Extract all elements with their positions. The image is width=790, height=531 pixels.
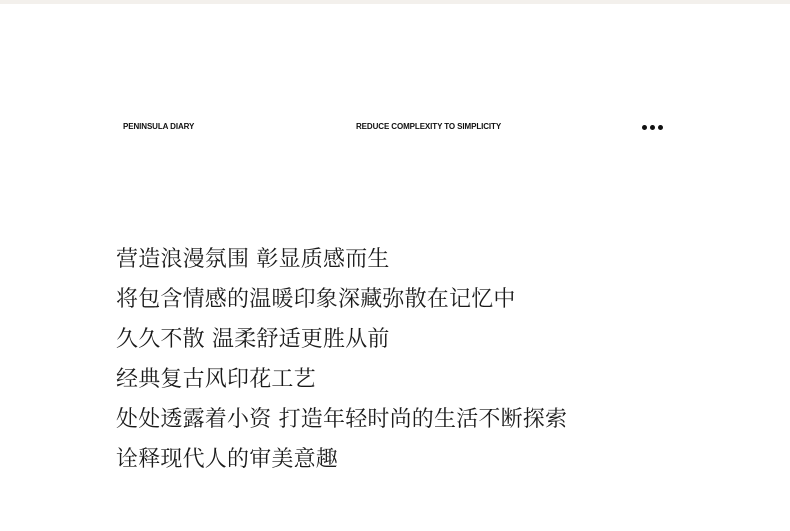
description-line: 营造浪漫氛围 彰显质感而生 <box>116 247 390 272</box>
brand-name: PENINSULA DIARY <box>123 122 195 131</box>
description-line: 诠释现代人的审美意趣 <box>116 447 339 472</box>
more-horizontal-icon <box>642 125 647 130</box>
description-line: 处处透露着小资 打造年轻时尚的生活不断探索 <box>116 407 568 432</box>
description-line: 经典复古风印花工艺 <box>116 367 316 392</box>
description-line: 久久不散 温柔舒适更胜从前 <box>116 327 390 352</box>
more-horizontal-icon <box>658 125 663 130</box>
description-line: 将包含情感的温暖印象深藏弥散在记忆中 <box>116 287 516 312</box>
more-options-button[interactable] <box>640 122 668 134</box>
top-divider-strip <box>0 0 790 4</box>
tagline: REDUCE COMPLEXITY TO SIMPLICITY <box>356 122 502 131</box>
page-header <box>0 118 790 138</box>
more-horizontal-icon <box>650 125 655 130</box>
description-text-block <box>116 240 756 480</box>
